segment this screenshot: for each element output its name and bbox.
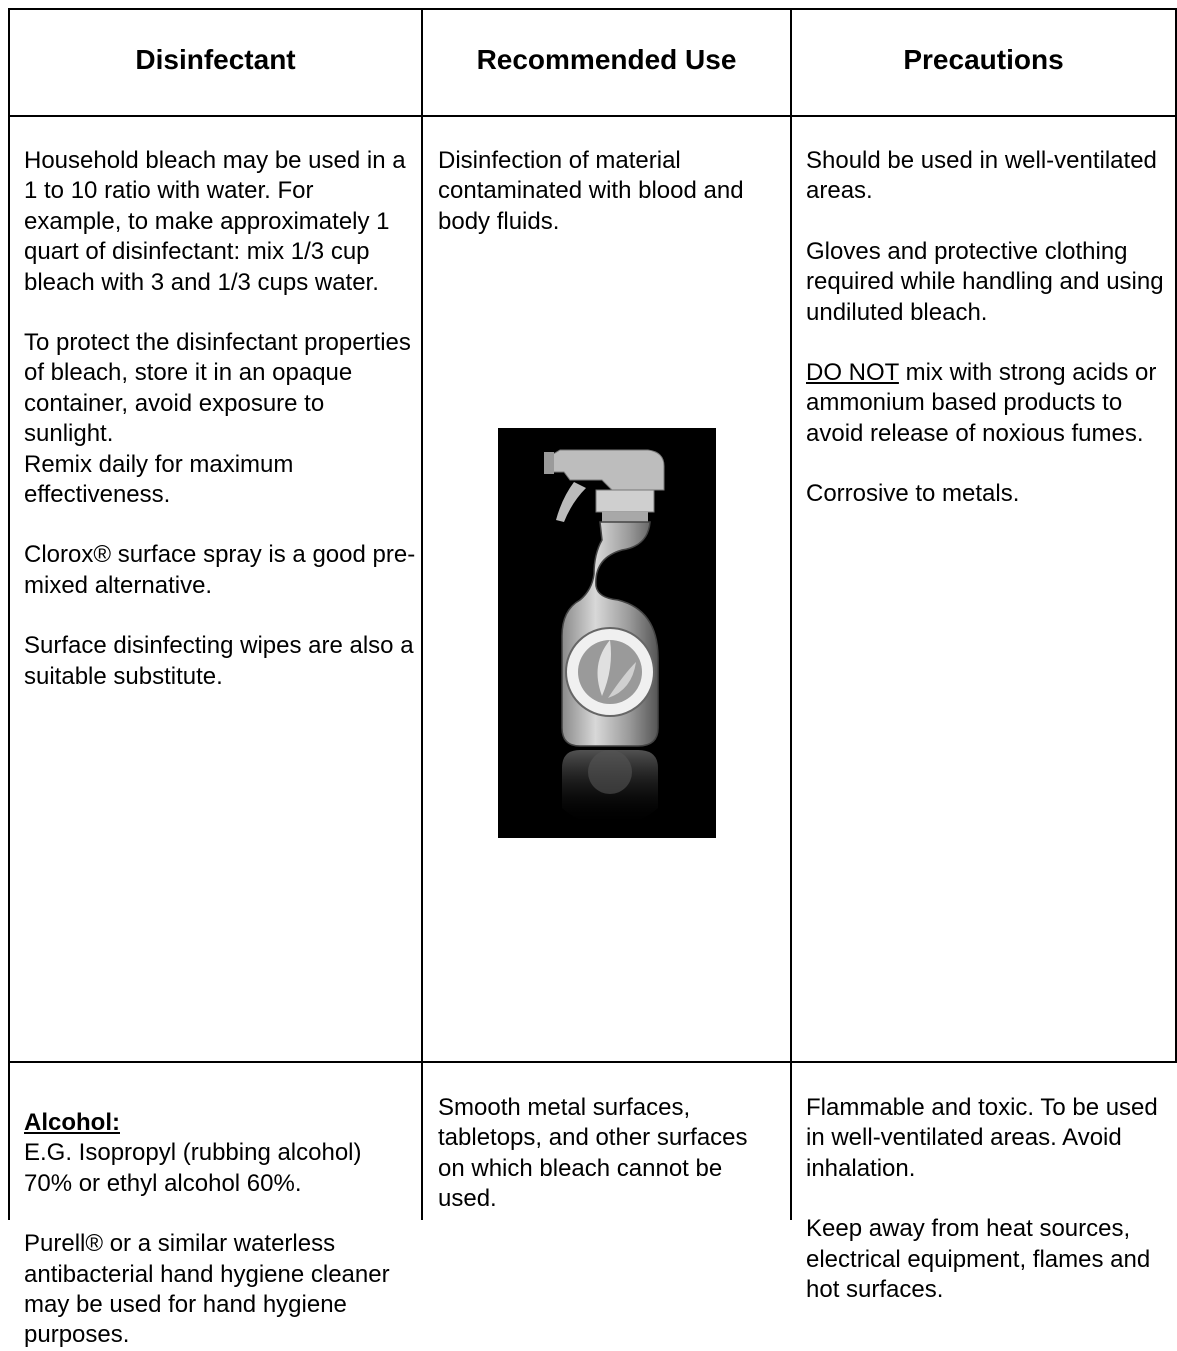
header-row-divider [8,115,1177,117]
header-disinfectant: Disinfectant [135,44,296,75]
row1-precautions-cell [806,146,1172,510]
do-not-mix-text [806,358,1172,449]
bleach-ratio-text: Household bleach may be used in a 1 to 10 ratio with water. For example, to make approximately 1 quart of disinfectant: mix 1/3 cup bleach with 3 and 1/3 cups water. [24,147,406,296]
clorox-alt-text: Clorox® surface spray is a good pre-mixed alternative. [24,541,416,599]
flammable-text: Flammable and toxic. To be used in well-ventilated areas. Avoid inhalation. [806,1094,1158,1182]
ventilation-text: Should be used in well-ventilated areas. [806,147,1157,205]
bleach-remix-text: Remix daily for maximum effectiveness. [24,450,294,509]
alcohol-types-text: E.G. Isopropyl (rubbing alcohol) 70% or ethyl alcohol 60%. [24,1139,362,1197]
header-recommended-use: Recommended Use [476,44,737,75]
corrosive-text: Corrosive to metals. [806,480,1020,508]
table-border-col1 [421,8,423,1220]
table-border-col2 [790,8,792,1220]
row-divider [8,1061,1177,1063]
purell-text: Purell® or a similar waterless antibacterial hand hygiene cleaner may be used for hand hygiene purposes. [24,1230,390,1349]
row2-disinfectant-cell [24,1108,416,1351]
row1-disinfectant-cell [24,146,416,692]
table-border-left [8,8,10,1220]
row1-use-text: Disinfection of material contaminated with blood and body fluids. [438,147,744,235]
header-precautions: Precautions [903,44,1064,75]
do-not-mix-rest: mix with strong acids or ammonium based products to avoid release of noxious fumes. [806,359,1157,447]
alcohol-title: Alcohol: [24,1109,120,1136]
row2-use-text: Smooth metal surfaces, tabletops, and other surfaces on which bleach cannot be used. [438,1094,748,1213]
bleach-storage-text: To protect the disinfectant properties of bleach, store it in an opaque container, avoid exposure to sunlight. [24,329,411,448]
do-not-label: DO NOT [806,359,899,387]
row1-use-cell [438,146,778,237]
heat-sources-text: Keep away from heat sources, electrical equipment, flames and hot surfaces. [806,1215,1151,1304]
wipes-text: Surface disinfecting wipes are also a suitable substitute. [24,632,414,690]
row2-use-cell [438,1093,778,1215]
spray-bottle-icon [498,428,716,838]
table-border-top [8,8,1177,10]
gloves-text: Gloves and protective clothing required while handling and using undiluted bleach. [806,237,1164,326]
row2-precautions-cell [806,1093,1172,1305]
